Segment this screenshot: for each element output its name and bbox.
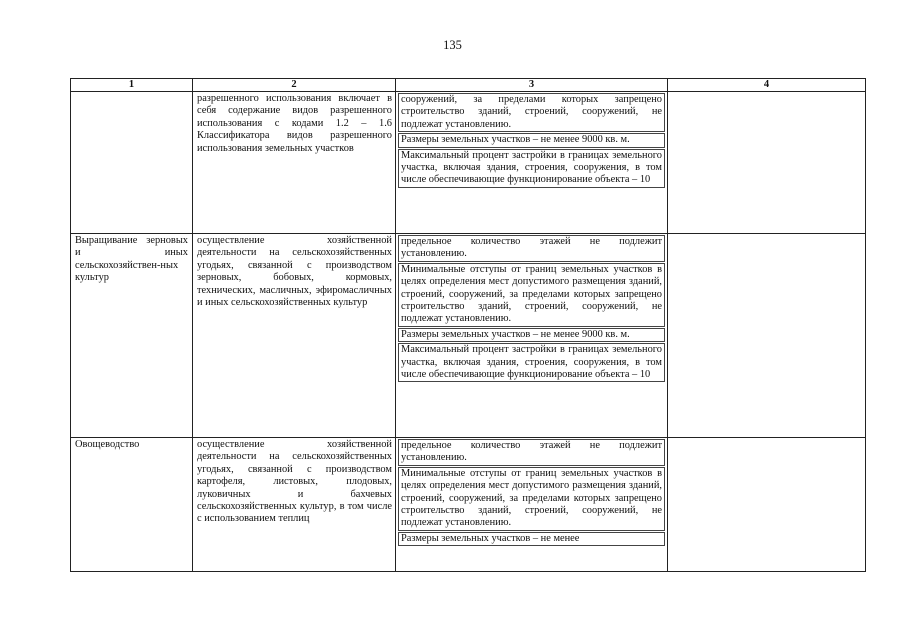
use-description: осуществление хозяйственной деятельности на сельскохозяйственных угодьях, связанной с производством зерновых, бобовых, кормовых, технических, масличных, эфиромасличных и иных сельскохозяйственных культур bbox=[197, 235, 392, 309]
use-name: Овощеводство bbox=[75, 439, 140, 450]
parameter-paragraph: предельное количество этажей не подлежит установлению. bbox=[398, 439, 665, 466]
zoning-table bbox=[70, 78, 866, 572]
parameter-paragraph: Размеры земельных участков – не менее 9000 кв. м. bbox=[398, 133, 665, 147]
use-name-cell bbox=[71, 234, 193, 438]
use-description: разрешенного использования включает в себя содержание видов разрешенного использования с кодами 1.2 – 1.6 Классификатора видов разрешенного использования земельных участков bbox=[197, 93, 392, 154]
use-name-cell bbox=[71, 92, 193, 234]
table-row bbox=[71, 234, 866, 438]
header-row bbox=[71, 79, 866, 92]
header-col-1: 1 bbox=[71, 79, 193, 92]
parameter-paragraph: Минимальные отступы от границ земельных участков в целях определения мест допустимого размещения зданий, строений, сооружений, за пределами которых запрещено строительство зданий, строений, сооружений, не подлежат установлению. bbox=[398, 263, 665, 327]
parameter-paragraph: сооружений, за пределами которых запрещено строительство зданий, строений, сооружений, не подлежат установлению. bbox=[398, 93, 665, 132]
parameter-paragraph: Максимальный процент застройки в границах земельного участка, включая здания, строения, сооружения, в том числе обеспечивающие функционирование объекта – 10 bbox=[398, 343, 665, 382]
use-description-cell bbox=[193, 92, 396, 234]
use-note-cell bbox=[668, 438, 866, 572]
use-parameters-cell bbox=[396, 234, 668, 438]
parameter-paragraph: предельное количество этажей не подлежит установлению. bbox=[398, 235, 665, 262]
table-row bbox=[71, 438, 866, 572]
use-name-cell bbox=[71, 438, 193, 572]
parameter-paragraph: Максимальный процент застройки в границах земельного участка, включая здания, строения, сооружения, в том числе обеспечивающие функционирование объекта – 10 bbox=[398, 149, 665, 188]
table-row bbox=[71, 92, 866, 234]
parameter-paragraph: Размеры земельных участков – не менее 9000 кв. м. bbox=[398, 328, 665, 342]
header-col-4: 4 bbox=[668, 79, 866, 92]
use-description-cell bbox=[193, 438, 396, 572]
header-col-2: 2 bbox=[193, 79, 396, 92]
page-number: 135 bbox=[443, 38, 462, 52]
use-note-cell bbox=[668, 92, 866, 234]
header-col-3: 3 bbox=[396, 79, 668, 92]
parameter-paragraph: Минимальные отступы от границ земельных участков в целях определения мест допустимого размещения зданий, строений, сооружений, за пределами которых запрещено строительство зданий, строений, сооружений, не подлежат установлению. bbox=[398, 467, 665, 531]
use-description-cell bbox=[193, 234, 396, 438]
use-note-cell bbox=[668, 234, 866, 438]
use-description: осуществление хозяйственной деятельности на сельскохозяйственных угодьях, связанной с производством картофеля, листовых, плодовых, луковичных и бахчевых сельскохозяйственных культур, в том числе с использованием теплиц bbox=[197, 439, 392, 525]
use-name bbox=[71, 92, 192, 93]
parameter-paragraph: Размеры земельных участков – не менее bbox=[398, 532, 665, 546]
use-name: Выращивание зерновых и иных сельскохозяйствен-ных культур bbox=[75, 235, 188, 284]
use-parameters-cell bbox=[396, 438, 668, 572]
use-parameters-cell bbox=[396, 92, 668, 234]
